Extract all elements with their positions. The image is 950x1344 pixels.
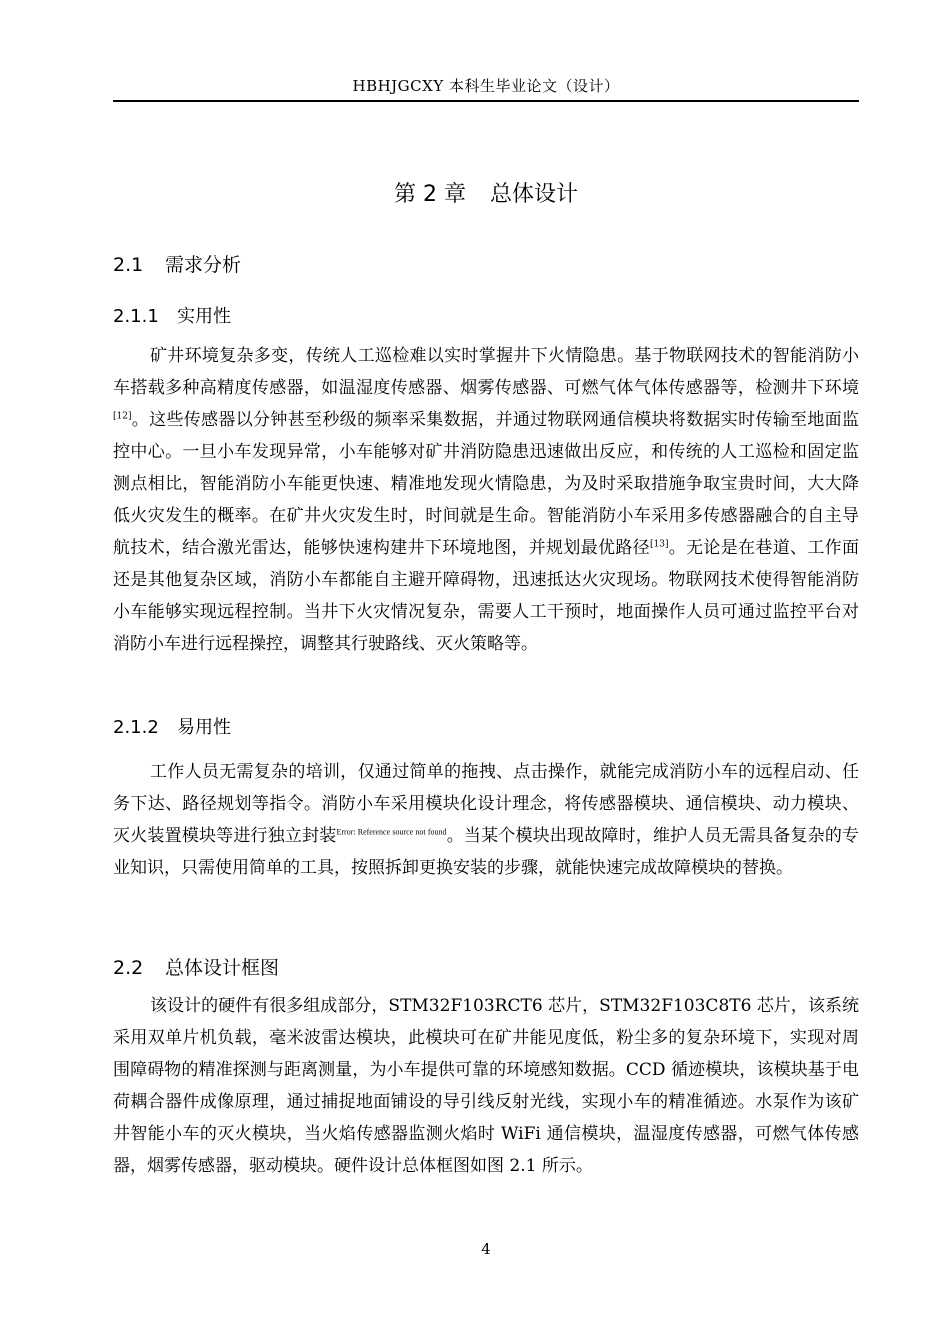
section-heading-2-2 <box>113 955 279 981</box>
section-number: 2.2 <box>113 957 144 979</box>
broken-reference: Error: Reference source not found <box>336 827 447 837</box>
subsection-title: 实用性 <box>177 306 231 327</box>
paragraph-practicality <box>113 340 859 660</box>
section-number: 2.1 <box>113 254 144 276</box>
page-number: 4 <box>481 1240 491 1258</box>
paragraph-text: 工作人员无需复杂的培训，仅通过简单的拖拽、点击操作，就能完成消防小车的远程启动、任务下达、路径规划等指令。消防小车采用模块化设计理念，将传感器模块、通信模块、动力模块、灭火装置模块等进行独立封装 <box>113 762 859 846</box>
paragraph-text: 矿井环境复杂多变，传统人工巡检难以实时掌握井下火情隐患。基于物联网技术的智能消防小车搭载多种高精度传感器，如温湿度传感器、烟雾传感器、可燃气体气体传感器等，检测井下环境 <box>113 346 859 398</box>
header-rule <box>113 100 859 102</box>
chapter-title <box>113 180 859 210</box>
subsection-heading-2-1-1 <box>113 305 231 329</box>
paragraph-text: 。无论是在巷道、工作面还是其他复杂区域，消防小车都能自主避开障碍物，迅速抵达火灾现场。物联网技术使得智能消防小车能够实现远程控制。当井下火灾情况复杂，需要人工干预时，地面操作人员可通过监控平台对消防小车进行远程操控，调整其行驶路线、灭火策略等。 <box>113 538 860 654</box>
subsection-number: 2.1.1 <box>113 306 159 327</box>
chapter-number: 第 2 章 <box>394 182 466 207</box>
section-title: 需求分析 <box>165 254 242 276</box>
chapter-title-text: 总体设计 <box>489 182 578 207</box>
subsection-heading-2-1-2 <box>113 716 231 740</box>
section-title: 总体设计框图 <box>165 957 280 979</box>
citation: [13] <box>649 539 669 550</box>
subsection-number: 2.1.2 <box>113 717 159 738</box>
section-heading-2-1 <box>113 252 241 278</box>
subsection-title: 易用性 <box>177 717 231 738</box>
paragraph-usability <box>113 756 859 884</box>
paragraph-text: 。这些传感器以分钟甚至秒级的频率采集数据，并通过物联网通信模块将数据实时传输至地面监控中心。一旦小车发现异常，小车能够对矿井消防隐患迅速做出反应，和传统的人工巡检和固定监测点相比，智能消防小车能更快速、精准地发现火情隐患，为及时采取措施争取宝贵时间，大大降低火灾发生的概率。在矿井火灾发生时，时间就是生命。智能消防小车采用多传感器融合的自主导航技术，结合激光雷达，能够快速构建井下环境地图，并规划最优路径 <box>113 410 859 558</box>
paragraph-overall-design: 该设计的硬件有很多组成部分，STM32F103RCT6 芯片，STM32F103C8T6 芯片，该系统采用双单片机负载，毫米波雷达模块，此模块可在矿井能见度低，粉尘多的复杂环境下，实现对周围障碍物的精准探测与距离测量，为小车提供可靠的环境感知数据。CCD 循迹模块，该模块基于电荷耦合器件成像原理，通过捕捉地面铺设的导引线反射光线，实现小车的精准循迹。水泵作为该矿井智能小车的灭火模块，当火焰传感器监测火焰时 WiFi 通信模块，温湿度传感器，可燃气体传感器，烟雾传感器，驱动模块。硬件设计总体框图如图 2.1 所示。 <box>113 996 859 1176</box>
citation: [12] <box>113 411 132 422</box>
page-header: HBHJGCXY 本科生毕业论文（设计） <box>352 77 620 95</box>
paragraph-text: 。当某个模块出现故障时，维护人员无需具备复杂的专业知识，只需使用简单的工具，按照拆卸更换安装的步骤，就能快速完成故障模块的替换。 <box>113 826 860 878</box>
